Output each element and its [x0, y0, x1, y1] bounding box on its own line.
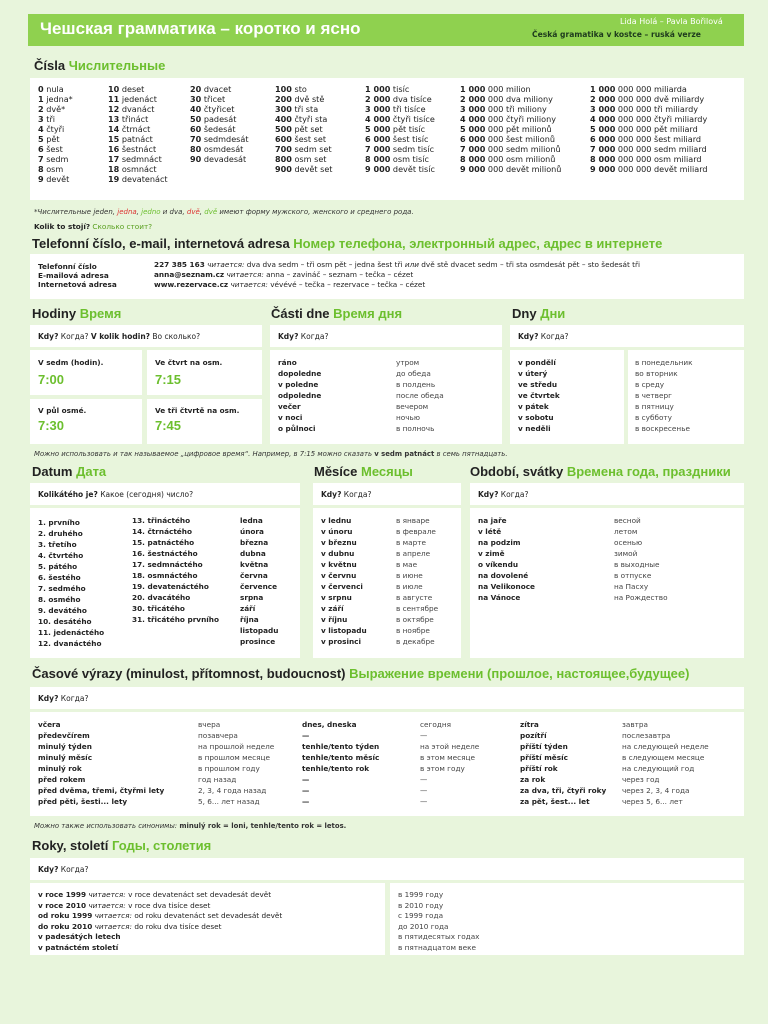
section-title-datum: Datum Дата — [32, 464, 107, 479]
time-expr-ru: в следующем месяце — [622, 753, 705, 762]
date-ordinal: 13. třináctého — [132, 516, 191, 525]
season-item: o víkendu — [478, 560, 519, 569]
day-item: v sobotu — [518, 413, 554, 422]
number-item: 8 osm — [38, 164, 64, 174]
section-title-cisla: Čísla Числительные — [34, 58, 166, 73]
number-item: 5 000 000 000 pět miliard — [590, 124, 698, 134]
time-expr-ru: — — [420, 797, 428, 806]
season-item-ru: весной — [614, 516, 641, 525]
year-item-ru: в пятидесятых годах — [398, 932, 480, 942]
numbers-col-2 — [108, 84, 168, 184]
dny-ru-list — [635, 357, 693, 434]
number-item: 2 dvě* — [38, 104, 66, 114]
number-item: 5 000 000 pět milionů — [460, 124, 552, 134]
time-expr: příští rok — [520, 764, 558, 773]
month-item-ru: в июне — [396, 571, 423, 580]
numbers-note: *Числительные jeden, jedna, jedno и dva, dvě, dvě имеют форму мужского, женского и среднего рода. — [34, 208, 414, 216]
day-item: v neděli — [518, 424, 551, 433]
time-expr: pozítří — [520, 731, 547, 740]
casti-cz-list — [278, 357, 321, 434]
casti-item-ru: после обеда — [396, 391, 444, 400]
number-item: 30 třicet — [190, 94, 226, 104]
month-item-ru: в апреле — [396, 549, 431, 558]
date-ordinal: 20. dvacátého — [132, 593, 191, 602]
casove-past-cz — [38, 719, 164, 807]
date-ordinal: 16. šestnáctého — [132, 549, 198, 558]
mesice-ru-list — [396, 515, 438, 647]
date-ordinal: 19. devatenáctého — [132, 582, 209, 591]
date-ordinal: 31. třicátého prvního — [132, 615, 219, 624]
casove-past-ru — [198, 719, 274, 807]
casti-item: v poledne — [278, 380, 319, 389]
number-item: 3 000 000 tři miliony — [460, 104, 547, 114]
time-expr: tenhle/tento měsíc — [302, 753, 380, 762]
number-item: 3 tři — [38, 114, 55, 124]
casti-item-ru: до обеда — [396, 369, 431, 378]
time-expr-ru: в этом месяце — [420, 753, 476, 762]
number-item: 5 000 pět tisíc — [365, 124, 426, 134]
month-item-ru: в феврале — [396, 527, 436, 536]
day-item: v pondělí — [518, 358, 556, 367]
numbers-col-7 — [590, 84, 708, 174]
season-item: v létě — [478, 527, 502, 536]
number-item: 1 000 000 milion — [460, 84, 531, 94]
number-item: 20 dvacet — [190, 84, 232, 94]
time-value-700: 7:00 — [38, 372, 65, 387]
number-item: 1 000 000 000 miliarda — [590, 84, 687, 94]
contact-label: Internetová adresa — [38, 280, 117, 290]
month-item: v červenci — [321, 582, 363, 591]
casti-ru-list — [396, 357, 444, 434]
contact-labels — [38, 262, 117, 289]
contact-label: E-mailová adresa — [38, 271, 109, 281]
season-item: na dovolené — [478, 571, 529, 580]
time-expr: za dva, tři, čtyři roky — [520, 786, 607, 795]
hodiny-question: Kdy? Когда? V kolik hodin? Во сколько? — [38, 332, 201, 341]
number-item: 15 patnáct — [108, 134, 153, 144]
numbers-col-3 — [190, 84, 249, 164]
number-item: 800 osm set — [275, 154, 327, 164]
number-item: 9 000 000 devět milionů — [460, 164, 562, 174]
year-item-ru: в 1999 году — [398, 890, 444, 899]
time-expr-ru: позавчера — [198, 731, 238, 740]
number-item: 6 000 šest tisíc — [365, 134, 429, 144]
season-item: na podzim — [478, 538, 521, 547]
datum-col-1 — [38, 517, 104, 649]
number-item: 6 000 000 000 šest miliard — [590, 134, 702, 144]
day-item-ru: в воскресенье — [635, 424, 690, 433]
month-genitive: května — [240, 560, 269, 569]
numbers-col-6 — [460, 84, 561, 174]
roky-question-box — [30, 858, 744, 880]
number-item: 8 000 osm tisíc — [365, 154, 429, 164]
datum-question: Kolikátého je? Какое (сегодня) число? — [38, 490, 194, 499]
number-item: 6 000 000 šest milionů — [460, 134, 555, 144]
number-item: 60 šedesát — [190, 124, 236, 134]
casti-item: večer — [278, 402, 301, 411]
season-item-ru: на Пасху — [614, 582, 649, 591]
time-expr-ru: вчера — [198, 720, 221, 729]
number-item: 9 000 000 000 devět miliard — [590, 164, 708, 174]
dny-cz-list — [518, 357, 560, 434]
section-title-roky: Roky, století Годы, столетия — [32, 838, 212, 853]
time-expr-ru: сегодня — [420, 720, 452, 729]
day-item-ru: в понедельник — [635, 358, 693, 367]
season-item-ru: в выходные — [614, 560, 660, 569]
number-item: 300 tři sta — [275, 104, 319, 114]
month-genitive: června — [240, 571, 268, 580]
numbers-col-5 — [365, 84, 435, 174]
numbers-col-4 — [275, 84, 332, 174]
contact-values: 227 385 163 читается: dva dva sedm – tři osm pět – jedna šest tři или dvě stě dvacet sedm – tři sta osmdesát pět – sto šedesát tři anna@seznam.cz читается: anna – zavináč – seznam – tečka – cézet www.rezervace.cz читается: vévévé – tečka – rezervace – tečka – cézet — [154, 260, 641, 290]
year-item-ru: с 1999 года — [398, 911, 444, 921]
date-ordinal: 3. třetího — [38, 540, 77, 549]
number-item: 3 000 tři tisíce — [365, 104, 426, 114]
time-label-745: Ve tři čtvrtě na osm. — [155, 406, 240, 415]
month-genitive: ledna — [240, 516, 263, 525]
casove-present-cz — [302, 719, 379, 807]
day-item: v pátek — [518, 402, 549, 411]
date-ordinal: 11. jedenáctého — [38, 628, 105, 637]
time-value-745: 7:45 — [155, 418, 182, 433]
casti-item: o půlnoci — [278, 424, 316, 433]
number-item: 2 000 dva tisíce — [365, 94, 432, 104]
year-line: v roce 1999 читается: v roce devatenáct set devadesát devět — [38, 890, 272, 899]
season-item-ru: на Рождество — [614, 593, 668, 602]
time-note: Можно использовать и так называемое „цифровое время“. Например, в 7:15 можно сказать v sedm patnáct в семь пятнадцать. — [34, 450, 508, 458]
time-expr: minulý týden — [38, 742, 92, 751]
month-genitive: října — [240, 615, 259, 624]
month-genitive: července — [240, 582, 278, 591]
month-item: v dubnu — [321, 549, 355, 558]
month-genitive: dubna — [240, 549, 266, 558]
time-expr-ru: через 2, 3, 4 года — [622, 786, 690, 795]
time-expr: předevčírem — [38, 731, 90, 740]
number-item: 100 sto — [275, 84, 307, 94]
day-item-ru: в среду — [635, 380, 665, 389]
date-ordinal: 10. desátého — [38, 617, 92, 626]
time-expr-ru: 2, 3, 4 года назад — [198, 786, 267, 795]
number-item: 8 000 000 000 osm miliard — [590, 154, 702, 164]
number-item: 200 dvě stě — [275, 94, 325, 104]
number-item: 11 jedenáct — [108, 94, 157, 104]
season-item-ru: в отпуске — [614, 571, 652, 580]
day-item: v úterý — [518, 369, 548, 378]
time-expr-ru: через 5, 6... лет — [622, 797, 683, 806]
time-expr: — — [302, 786, 310, 795]
time-expr: — — [302, 731, 310, 740]
obdobi-ru-list — [614, 515, 668, 603]
date-ordinal: 18. osmnáctého — [132, 571, 198, 580]
time-expr: příští měsíc — [520, 753, 568, 762]
year-item-ru: в 2010 году — [398, 900, 444, 910]
month-item: v září — [321, 604, 344, 613]
datum-col-3 — [240, 515, 278, 647]
number-item: 2 000 000 dva miliony — [460, 94, 553, 104]
number-item: 7 sedm — [38, 154, 69, 164]
contact-label: Telefonní číslo — [38, 262, 97, 271]
month-item: v březnu — [321, 538, 357, 547]
time-expr: za rok — [520, 775, 546, 784]
numbers-col-1 — [38, 84, 73, 184]
season-item: na Velikonoce — [478, 582, 536, 591]
number-item: 700 sedm set — [275, 144, 332, 154]
time-expr-ru: завтра — [622, 720, 649, 729]
year-line: v padesátých letech — [38, 932, 121, 942]
season-item-ru: зимой — [614, 549, 638, 558]
casti-item-ru: вечером — [396, 402, 429, 411]
date-ordinal: 9. devátého — [38, 606, 87, 615]
obdobi-question: Kdy? Когда? — [478, 490, 529, 499]
month-item: v květnu — [321, 560, 357, 569]
day-item: ve středu — [518, 380, 558, 389]
number-item: 0 nula — [38, 84, 64, 94]
time-expr: zítra — [520, 720, 539, 729]
number-item: 900 devět set — [275, 164, 333, 174]
year-line: v roce 2010 читается: v roce dva tisíce deset — [38, 900, 211, 910]
mesice-question: Kdy? Когда? — [321, 490, 372, 499]
casti-item: dopoledne — [278, 369, 322, 378]
number-item: 70 sedmdesát — [190, 134, 249, 144]
datum-col-2 — [132, 515, 219, 625]
section-title-obdobi: Období, svátky Времена года, праздники — [470, 464, 731, 479]
roky-question: Kdy? Когда? — [38, 865, 89, 874]
month-item-ru: в октябре — [396, 615, 434, 624]
day-item-ru: в субботу — [635, 413, 672, 422]
authors: Lida Holá – Pavla Bořilová — [620, 17, 723, 26]
number-item: 10 deset — [108, 84, 145, 94]
month-item-ru: в январе — [396, 516, 430, 525]
month-genitive: února — [240, 527, 264, 536]
casti-item-ru: в полдень — [396, 380, 436, 389]
time-expr: před pěti, šesti... lety — [38, 797, 128, 806]
time-expr: příští týden — [520, 742, 568, 751]
date-ordinal: 2. druhého — [38, 529, 83, 538]
year-line: do roku 2010 читается: do roku dva tisíce deset — [38, 921, 222, 931]
date-ordinal: 7. sedmého — [38, 584, 86, 593]
number-item: 7 000 sedm tisíc — [365, 144, 435, 154]
number-item: 4 000 000 čtyři miliony — [460, 114, 557, 124]
number-item: 4 čtyři — [38, 124, 65, 134]
month-item: v lednu — [321, 516, 352, 525]
time-expr-ru: в прошлом месяце — [198, 753, 270, 762]
date-ordinal: 5. pátého — [38, 562, 78, 571]
number-item: 18 osmnáct — [108, 164, 157, 174]
time-expr-ru: послезавтра — [622, 731, 671, 740]
time-value-715: 7:15 — [155, 372, 182, 387]
time-expr-ru: в прошлом году — [198, 764, 260, 773]
number-item: 4 000 000 000 čtyři miliardy — [590, 114, 708, 124]
time-expr: tenhle/tento rok — [302, 764, 370, 773]
section-title-casti-dne: Části dne Время дня — [271, 306, 403, 321]
time-expr-ru: на следующей неделе — [622, 742, 709, 751]
time-expr-ru: — — [420, 775, 428, 784]
day-item-ru: в четверг — [635, 391, 672, 400]
section-title-telefon: Telefonní číslo, e-mail, internetová adresa Номер телефона, электронный адрес, адрес в интернете — [32, 236, 663, 251]
month-genitive: prosince — [240, 637, 276, 646]
casove-note: Можно также использовать синонимы: minulý rok = loni, tenhle/tento rok = letos. — [34, 822, 347, 830]
time-label-715: Ve čtvrt na osm. — [155, 358, 223, 367]
casti-item: ráno — [278, 358, 297, 367]
casove-present-ru — [420, 719, 479, 807]
date-ordinal: 14. čtrnáctého — [132, 527, 192, 536]
year-line: v patnáctém století — [38, 942, 119, 952]
day-item: ve čtvrtek — [518, 391, 560, 400]
day-item-ru: во вторник — [635, 369, 678, 378]
date-ordinal: 17. sedmnáctého — [132, 560, 203, 569]
number-item: 2 000 000 000 dvě miliardy — [590, 94, 705, 104]
casti-item: v noci — [278, 413, 303, 422]
year-item-ru: до 2010 года — [398, 921, 449, 931]
section-title-mesice: Měsíce Месяцы — [314, 464, 413, 479]
mesice-cz-list — [321, 515, 367, 647]
number-item: 7 000 000 sedm milionů — [460, 144, 561, 154]
number-item: 80 osmdesát — [190, 144, 244, 154]
number-item: 6 šest — [38, 144, 63, 154]
number-item: 7 000 000 000 sedm miliard — [590, 144, 707, 154]
month-item-ru: в июле — [396, 582, 423, 591]
number-item: 90 devadesát — [190, 154, 247, 164]
date-ordinal: 6. šestého — [38, 573, 81, 582]
time-expr: minulý měsíc — [38, 753, 93, 762]
number-item: 50 padesát — [190, 114, 237, 124]
casti-item: odpoledne — [278, 391, 322, 400]
time-expr-ru: на следующий год — [622, 764, 695, 773]
month-genitive: listopadu — [240, 626, 279, 635]
time-expr: před rokem — [38, 775, 86, 784]
number-item: 5 pět — [38, 134, 60, 144]
time-expr-ru: год назад — [198, 775, 237, 784]
number-item: 8 000 000 osm milionů — [460, 154, 556, 164]
year-item-ru: в пятнадцатом веке — [398, 942, 476, 952]
roky-cz-list — [38, 890, 282, 954]
month-item: v únoru — [321, 527, 353, 536]
number-item: 12 dvanáct — [108, 104, 155, 114]
month-genitive: března — [240, 538, 269, 547]
obdobi-cz-list — [478, 515, 535, 603]
number-item: 500 pět set — [275, 124, 323, 134]
price-question: Kolik to stojí? Сколько стоит? — [34, 222, 153, 231]
time-expr: minulý rok — [38, 764, 82, 773]
month-item-ru: в августе — [396, 593, 433, 602]
casti-item-ru: ночью — [396, 413, 420, 422]
time-expr: — — [302, 775, 310, 784]
month-item: v červnu — [321, 571, 357, 580]
year-line: od roku 1999 читается: od roku devatenáct set devadesát devět — [38, 911, 283, 921]
time-expr-ru: в этом году — [420, 764, 465, 773]
dny-question: Kdy? Когда? — [518, 332, 569, 341]
casti-item-ru: в полночь — [396, 424, 435, 433]
day-item-ru: в пятницу — [635, 402, 674, 411]
date-ordinal: 12. dvanáctého — [38, 639, 102, 648]
time-expr: — — [302, 797, 310, 806]
time-expr-ru: — — [420, 731, 428, 740]
number-item: 17 sedmnáct — [108, 154, 162, 164]
time-label-730: V půl osmé. — [38, 406, 87, 415]
number-item: 13 třináct — [108, 114, 149, 124]
time-expr-ru: на этой неделе — [420, 742, 480, 751]
date-ordinal: 4. čtvrtého — [38, 551, 84, 560]
date-ordinal: 15. patnáctého — [132, 538, 195, 547]
month-item-ru: в мае — [396, 560, 418, 569]
month-item-ru: в декабре — [396, 637, 435, 646]
date-ordinal: 1. prvního — [38, 518, 80, 527]
casti-question: Kdy? Когда? — [278, 332, 329, 341]
number-item: 1 jedna* — [38, 94, 73, 104]
time-expr-ru: 5, 6... лет назад — [198, 797, 260, 806]
number-item: 400 čtyři sta — [275, 114, 328, 124]
time-expr-ru: на прошлой неделе — [198, 742, 275, 751]
time-expr: včera — [38, 720, 61, 729]
time-label-700: V sedm (hodin). — [38, 358, 104, 367]
time-expr-ru: — — [420, 786, 428, 795]
month-genitive: srpna — [240, 593, 264, 602]
date-ordinal: 30. třicátého — [132, 604, 185, 613]
casove-question: Kdy? Когда? — [38, 694, 89, 703]
section-title-hodiny: Hodiny Время — [32, 306, 122, 321]
month-item: v prosinci — [321, 637, 361, 646]
time-value-730: 7:30 — [38, 418, 65, 433]
casove-question-box — [30, 687, 744, 709]
number-item: 4 000 čtyři tisíce — [365, 114, 435, 124]
section-title-casove: Časové výrazy (minulost, přítomnost, budoucnost) Выражение времени (прошлое, настоящее,будущее) — [32, 666, 690, 681]
number-item: 9 devět — [38, 174, 70, 184]
time-expr: před dvěma, třemi, čtyřmi lety — [38, 786, 165, 795]
time-expr: za pět, šest... let — [520, 797, 590, 806]
season-item-ru: летом — [614, 527, 638, 536]
month-item: v srpnu — [321, 593, 352, 602]
number-item: 19 devatenáct — [108, 174, 168, 184]
casove-future-cz — [520, 719, 606, 807]
month-item: v listopadu — [321, 626, 367, 635]
season-item: na jaře — [478, 516, 507, 525]
number-item: 3 000 000 000 tři miliardy — [590, 104, 699, 114]
number-item: 9 000 devět tisíc — [365, 164, 435, 174]
month-genitive: září — [240, 604, 256, 613]
month-item-ru: в марте — [396, 538, 426, 547]
header-subtitle: Česká gramatika v kostce – ruská verze — [532, 30, 701, 39]
roky-ru-list — [398, 890, 480, 954]
date-ordinal: 8. osmého — [38, 595, 81, 604]
number-item: 1 000 tisíc — [365, 84, 410, 94]
number-item: 16 šestnáct — [108, 144, 157, 154]
casti-item-ru: утром — [396, 358, 420, 367]
month-item-ru: в ноябре — [396, 626, 430, 635]
page-title: Чешская грамматика – коротко и ясно — [40, 19, 361, 38]
time-expr: dnes, dneska — [302, 720, 357, 729]
season-item: v zimě — [478, 549, 505, 558]
month-item-ru: в сентябре — [396, 604, 439, 613]
number-item: 14 čtrnáct — [108, 124, 151, 134]
time-expr: tenhle/tento týden — [302, 742, 380, 751]
season-item: na Vánoce — [478, 593, 521, 602]
number-item: 40 čtyřicet — [190, 104, 235, 114]
number-item: 600 šest set — [275, 134, 327, 144]
season-item-ru: осенью — [614, 538, 643, 547]
section-title-dny: Dny Дни — [512, 306, 566, 321]
month-item: v říjnu — [321, 615, 348, 624]
time-expr-ru: через год — [622, 775, 660, 784]
casove-future-ru — [622, 719, 709, 807]
